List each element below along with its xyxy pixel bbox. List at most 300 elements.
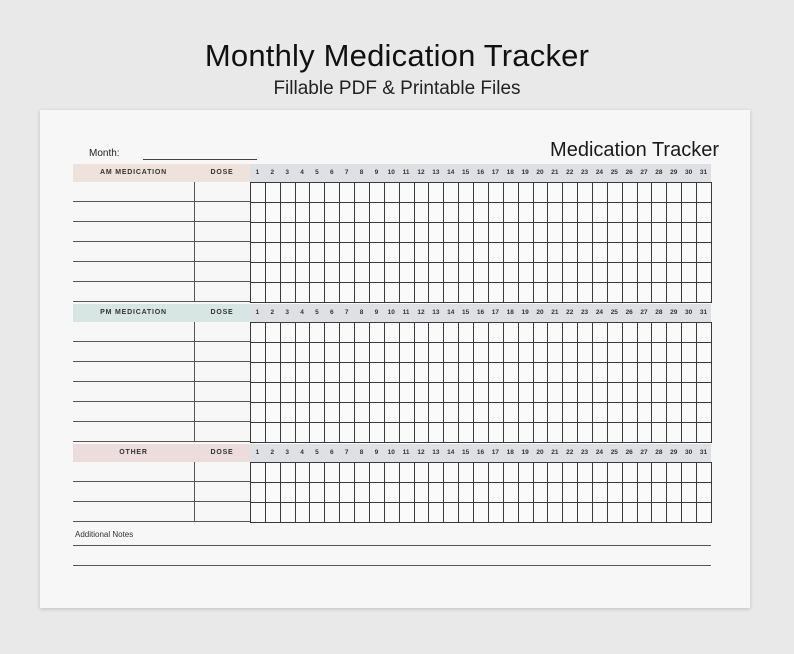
day-checkbox[interactable] <box>637 182 653 203</box>
day-checkbox[interactable] <box>384 362 400 383</box>
day-checkbox[interactable] <box>518 322 534 343</box>
day-checkbox[interactable] <box>651 362 667 383</box>
day-checkbox[interactable] <box>533 222 549 243</box>
day-checkbox[interactable] <box>666 422 682 443</box>
day-checkbox[interactable] <box>518 222 534 243</box>
day-checkbox[interactable] <box>339 382 355 403</box>
day-checkbox[interactable] <box>280 202 296 223</box>
day-checkbox[interactable] <box>681 242 697 263</box>
day-checkbox[interactable] <box>637 282 653 303</box>
day-checkbox[interactable] <box>324 402 340 423</box>
day-checkbox[interactable] <box>428 222 444 243</box>
day-checkbox[interactable] <box>622 502 638 523</box>
day-checkbox[interactable] <box>577 362 593 383</box>
day-checkbox[interactable] <box>443 382 459 403</box>
day-checkbox[interactable] <box>428 282 444 303</box>
day-checkbox[interactable] <box>533 382 549 403</box>
day-checkbox[interactable] <box>384 322 400 343</box>
day-checkbox[interactable] <box>250 322 266 343</box>
day-checkbox[interactable] <box>250 182 266 203</box>
day-checkbox[interactable] <box>622 482 638 503</box>
day-checkbox[interactable] <box>622 242 638 263</box>
day-checkbox[interactable] <box>681 362 697 383</box>
day-checkbox[interactable] <box>592 262 608 283</box>
day-checkbox[interactable] <box>265 462 281 483</box>
day-checkbox[interactable] <box>354 262 370 283</box>
day-checkbox[interactable] <box>488 382 504 403</box>
day-checkbox[interactable] <box>295 362 311 383</box>
day-checkbox[interactable] <box>339 242 355 263</box>
day-checkbox[interactable] <box>651 422 667 443</box>
day-checkbox[interactable] <box>399 462 415 483</box>
day-checkbox[interactable] <box>280 242 296 263</box>
day-checkbox[interactable] <box>428 342 444 363</box>
day-checkbox[interactable] <box>295 222 311 243</box>
day-checkbox[interactable] <box>324 422 340 443</box>
day-checkbox[interactable] <box>503 402 519 423</box>
day-checkbox[interactable] <box>696 182 712 203</box>
day-checkbox[interactable] <box>428 242 444 263</box>
day-checkbox[interactable] <box>309 242 325 263</box>
day-checkbox[interactable] <box>265 282 281 303</box>
day-checkbox[interactable] <box>666 222 682 243</box>
day-checkbox[interactable] <box>428 182 444 203</box>
day-checkbox[interactable] <box>592 462 608 483</box>
day-checkbox[interactable] <box>295 182 311 203</box>
day-checkbox[interactable] <box>399 502 415 523</box>
day-checkbox[interactable] <box>414 182 430 203</box>
day-checkbox[interactable] <box>562 362 578 383</box>
day-checkbox[interactable] <box>607 282 623 303</box>
day-checkbox[interactable] <box>428 262 444 283</box>
day-checkbox[interactable] <box>428 322 444 343</box>
day-checkbox[interactable] <box>295 502 311 523</box>
day-checkbox[interactable] <box>250 222 266 243</box>
day-checkbox[interactable] <box>533 362 549 383</box>
day-checkbox[interactable] <box>637 322 653 343</box>
day-checkbox[interactable] <box>681 342 697 363</box>
day-checkbox[interactable] <box>696 342 712 363</box>
day-checkbox[interactable] <box>473 322 489 343</box>
day-checkbox[interactable] <box>577 262 593 283</box>
day-checkbox[interactable] <box>547 362 563 383</box>
day-checkbox[interactable] <box>533 502 549 523</box>
day-checkbox[interactable] <box>681 282 697 303</box>
day-checkbox[interactable] <box>681 182 697 203</box>
day-checkbox[interactable] <box>533 462 549 483</box>
day-checkbox[interactable] <box>295 482 311 503</box>
day-checkbox[interactable] <box>458 462 474 483</box>
day-checkbox[interactable] <box>339 502 355 523</box>
day-checkbox[interactable] <box>280 482 296 503</box>
day-checkbox[interactable] <box>295 382 311 403</box>
day-checkbox[interactable] <box>280 402 296 423</box>
day-checkbox[interactable] <box>577 462 593 483</box>
day-checkbox[interactable] <box>547 342 563 363</box>
day-checkbox[interactable] <box>488 282 504 303</box>
day-checkbox[interactable] <box>295 462 311 483</box>
day-checkbox[interactable] <box>488 502 504 523</box>
day-checkbox[interactable] <box>399 202 415 223</box>
day-checkbox[interactable] <box>265 262 281 283</box>
day-checkbox[interactable] <box>533 282 549 303</box>
day-checkbox[interactable] <box>295 282 311 303</box>
day-checkbox[interactable] <box>637 242 653 263</box>
day-checkbox[interactable] <box>369 382 385 403</box>
day-checkbox[interactable] <box>696 502 712 523</box>
day-checkbox[interactable] <box>369 342 385 363</box>
day-checkbox[interactable] <box>592 382 608 403</box>
day-checkbox[interactable] <box>666 362 682 383</box>
day-checkbox[interactable] <box>443 422 459 443</box>
day-checkbox[interactable] <box>265 342 281 363</box>
day-checkbox[interactable] <box>622 322 638 343</box>
day-checkbox[interactable] <box>488 362 504 383</box>
day-checkbox[interactable] <box>250 282 266 303</box>
day-checkbox[interactable] <box>651 282 667 303</box>
day-checkbox[interactable] <box>666 262 682 283</box>
day-checkbox[interactable] <box>518 422 534 443</box>
day-checkbox[interactable] <box>458 382 474 403</box>
day-checkbox[interactable] <box>339 362 355 383</box>
day-checkbox[interactable] <box>533 342 549 363</box>
day-checkbox[interactable] <box>250 462 266 483</box>
day-checkbox[interactable] <box>414 322 430 343</box>
day-checkbox[interactable] <box>533 482 549 503</box>
day-checkbox[interactable] <box>309 502 325 523</box>
day-checkbox[interactable] <box>488 422 504 443</box>
day-checkbox[interactable] <box>533 242 549 263</box>
day-checkbox[interactable] <box>458 282 474 303</box>
day-checkbox[interactable] <box>518 342 534 363</box>
day-checkbox[interactable] <box>384 422 400 443</box>
day-checkbox[interactable] <box>443 402 459 423</box>
day-checkbox[interactable] <box>488 242 504 263</box>
day-checkbox[interactable] <box>369 282 385 303</box>
day-checkbox[interactable] <box>443 462 459 483</box>
day-checkbox[interactable] <box>696 242 712 263</box>
day-checkbox[interactable] <box>681 202 697 223</box>
day-checkbox[interactable] <box>354 222 370 243</box>
day-checkbox[interactable] <box>681 482 697 503</box>
day-checkbox[interactable] <box>547 222 563 243</box>
day-checkbox[interactable] <box>324 382 340 403</box>
day-checkbox[interactable] <box>518 402 534 423</box>
day-checkbox[interactable] <box>592 322 608 343</box>
day-checkbox[interactable] <box>547 482 563 503</box>
day-checkbox[interactable] <box>637 342 653 363</box>
day-checkbox[interactable] <box>443 262 459 283</box>
day-checkbox[interactable] <box>399 422 415 443</box>
day-checkbox[interactable] <box>503 282 519 303</box>
day-checkbox[interactable] <box>696 262 712 283</box>
day-checkbox[interactable] <box>414 402 430 423</box>
day-checkbox[interactable] <box>339 182 355 203</box>
day-checkbox[interactable] <box>666 402 682 423</box>
day-checkbox[interactable] <box>592 202 608 223</box>
day-checkbox[interactable] <box>696 422 712 443</box>
day-checkbox[interactable] <box>324 222 340 243</box>
day-checkbox[interactable] <box>681 402 697 423</box>
day-checkbox[interactable] <box>666 382 682 403</box>
day-checkbox[interactable] <box>280 422 296 443</box>
day-checkbox[interactable] <box>503 182 519 203</box>
day-checkbox[interactable] <box>696 222 712 243</box>
day-checkbox[interactable] <box>309 422 325 443</box>
day-checkbox[interactable] <box>547 282 563 303</box>
day-checkbox[interactable] <box>324 202 340 223</box>
day-checkbox[interactable] <box>696 322 712 343</box>
day-checkbox[interactable] <box>265 202 281 223</box>
day-checkbox[interactable] <box>250 202 266 223</box>
day-checkbox[interactable] <box>518 462 534 483</box>
day-checkbox[interactable] <box>622 362 638 383</box>
day-checkbox[interactable] <box>369 402 385 423</box>
day-checkbox[interactable] <box>443 202 459 223</box>
medication-entry-line[interactable] <box>73 301 250 302</box>
day-checkbox[interactable] <box>458 422 474 443</box>
day-checkbox[interactable] <box>369 222 385 243</box>
day-checkbox[interactable] <box>607 222 623 243</box>
medication-entry-line[interactable] <box>73 441 250 442</box>
day-checkbox[interactable] <box>354 362 370 383</box>
day-checkbox[interactable] <box>547 402 563 423</box>
day-checkbox[interactable] <box>651 202 667 223</box>
day-checkbox[interactable] <box>309 282 325 303</box>
day-checkbox[interactable] <box>428 462 444 483</box>
day-checkbox[interactable] <box>607 362 623 383</box>
day-checkbox[interactable] <box>399 402 415 423</box>
day-checkbox[interactable] <box>651 382 667 403</box>
day-checkbox[interactable] <box>577 222 593 243</box>
day-checkbox[interactable] <box>637 422 653 443</box>
day-checkbox[interactable] <box>577 382 593 403</box>
day-checkbox[interactable] <box>637 362 653 383</box>
day-checkbox[interactable] <box>265 402 281 423</box>
day-checkbox[interactable] <box>533 202 549 223</box>
day-checkbox[interactable] <box>265 322 281 343</box>
day-checkbox[interactable] <box>503 242 519 263</box>
day-checkbox[interactable] <box>562 342 578 363</box>
day-checkbox[interactable] <box>250 482 266 503</box>
day-checkbox[interactable] <box>696 462 712 483</box>
day-checkbox[interactable] <box>458 262 474 283</box>
day-checkbox[interactable] <box>622 282 638 303</box>
day-checkbox[interactable] <box>458 342 474 363</box>
day-checkbox[interactable] <box>458 502 474 523</box>
day-checkbox[interactable] <box>547 462 563 483</box>
day-checkbox[interactable] <box>384 202 400 223</box>
day-checkbox[interactable] <box>324 242 340 263</box>
day-checkbox[interactable] <box>518 502 534 523</box>
day-checkbox[interactable] <box>607 242 623 263</box>
day-checkbox[interactable] <box>562 242 578 263</box>
day-checkbox[interactable] <box>651 462 667 483</box>
day-checkbox[interactable] <box>592 482 608 503</box>
day-checkbox[interactable] <box>562 322 578 343</box>
day-checkbox[interactable] <box>547 182 563 203</box>
day-checkbox[interactable] <box>622 222 638 243</box>
day-checkbox[interactable] <box>562 182 578 203</box>
day-checkbox[interactable] <box>488 202 504 223</box>
day-checkbox[interactable] <box>309 482 325 503</box>
day-checkbox[interactable] <box>250 342 266 363</box>
day-checkbox[interactable] <box>414 482 430 503</box>
day-checkbox[interactable] <box>369 202 385 223</box>
day-checkbox[interactable] <box>577 282 593 303</box>
day-checkbox[interactable] <box>562 282 578 303</box>
day-checkbox[interactable] <box>354 342 370 363</box>
day-checkbox[interactable] <box>309 362 325 383</box>
day-checkbox[interactable] <box>651 222 667 243</box>
day-checkbox[interactable] <box>384 222 400 243</box>
day-checkbox[interactable] <box>384 502 400 523</box>
day-checkbox[interactable] <box>488 402 504 423</box>
day-checkbox[interactable] <box>354 422 370 443</box>
day-checkbox[interactable] <box>295 422 311 443</box>
day-checkbox[interactable] <box>339 322 355 343</box>
day-checkbox[interactable] <box>443 322 459 343</box>
day-checkbox[interactable] <box>666 242 682 263</box>
day-checkbox[interactable] <box>518 382 534 403</box>
day-checkbox[interactable] <box>651 322 667 343</box>
day-checkbox[interactable] <box>295 402 311 423</box>
day-checkbox[interactable] <box>339 422 355 443</box>
day-checkbox[interactable] <box>622 342 638 363</box>
day-checkbox[interactable] <box>399 322 415 343</box>
month-field[interactable] <box>143 159 257 160</box>
day-checkbox[interactable] <box>577 322 593 343</box>
day-checkbox[interactable] <box>592 342 608 363</box>
day-checkbox[interactable] <box>295 202 311 223</box>
day-checkbox[interactable] <box>473 462 489 483</box>
day-checkbox[interactable] <box>458 242 474 263</box>
day-checkbox[interactable] <box>547 202 563 223</box>
day-checkbox[interactable] <box>666 282 682 303</box>
day-checkbox[interactable] <box>592 182 608 203</box>
day-checkbox[interactable] <box>607 202 623 223</box>
day-checkbox[interactable] <box>577 482 593 503</box>
day-checkbox[interactable] <box>607 402 623 423</box>
day-checkbox[interactable] <box>607 422 623 443</box>
notes-line[interactable] <box>73 565 711 566</box>
day-checkbox[interactable] <box>503 382 519 403</box>
day-checkbox[interactable] <box>399 282 415 303</box>
day-checkbox[interactable] <box>399 222 415 243</box>
day-checkbox[interactable] <box>473 182 489 203</box>
day-checkbox[interactable] <box>295 262 311 283</box>
day-checkbox[interactable] <box>414 222 430 243</box>
day-checkbox[interactable] <box>533 262 549 283</box>
day-checkbox[interactable] <box>324 322 340 343</box>
day-checkbox[interactable] <box>414 502 430 523</box>
day-checkbox[interactable] <box>637 402 653 423</box>
day-checkbox[interactable] <box>503 462 519 483</box>
day-checkbox[interactable] <box>280 362 296 383</box>
day-checkbox[interactable] <box>250 502 266 523</box>
day-checkbox[interactable] <box>250 422 266 443</box>
day-checkbox[interactable] <box>399 482 415 503</box>
day-checkbox[interactable] <box>309 262 325 283</box>
day-checkbox[interactable] <box>577 502 593 523</box>
day-checkbox[interactable] <box>473 202 489 223</box>
day-checkbox[interactable] <box>562 462 578 483</box>
day-checkbox[interactable] <box>265 182 281 203</box>
day-checkbox[interactable] <box>443 482 459 503</box>
day-checkbox[interactable] <box>280 182 296 203</box>
day-checkbox[interactable] <box>607 382 623 403</box>
day-checkbox[interactable] <box>339 342 355 363</box>
day-checkbox[interactable] <box>666 342 682 363</box>
day-checkbox[interactable] <box>354 202 370 223</box>
day-checkbox[interactable] <box>547 502 563 523</box>
day-checkbox[interactable] <box>250 362 266 383</box>
day-checkbox[interactable] <box>637 482 653 503</box>
day-checkbox[interactable] <box>637 462 653 483</box>
day-checkbox[interactable] <box>458 182 474 203</box>
day-checkbox[interactable] <box>622 202 638 223</box>
day-checkbox[interactable] <box>473 222 489 243</box>
day-checkbox[interactable] <box>666 482 682 503</box>
day-checkbox[interactable] <box>696 482 712 503</box>
day-checkbox[interactable] <box>488 462 504 483</box>
day-checkbox[interactable] <box>354 462 370 483</box>
day-checkbox[interactable] <box>592 402 608 423</box>
day-checkbox[interactable] <box>354 502 370 523</box>
day-checkbox[interactable] <box>295 322 311 343</box>
day-checkbox[interactable] <box>414 262 430 283</box>
day-checkbox[interactable] <box>280 382 296 403</box>
day-checkbox[interactable] <box>651 402 667 423</box>
day-checkbox[interactable] <box>518 202 534 223</box>
day-checkbox[interactable] <box>443 222 459 243</box>
day-checkbox[interactable] <box>458 362 474 383</box>
day-checkbox[interactable] <box>562 202 578 223</box>
day-checkbox[interactable] <box>384 282 400 303</box>
day-checkbox[interactable] <box>681 222 697 243</box>
day-checkbox[interactable] <box>696 362 712 383</box>
day-checkbox[interactable] <box>577 402 593 423</box>
day-checkbox[interactable] <box>696 382 712 403</box>
day-checkbox[interactable] <box>443 342 459 363</box>
day-checkbox[interactable] <box>637 202 653 223</box>
day-checkbox[interactable] <box>309 402 325 423</box>
day-checkbox[interactable] <box>324 482 340 503</box>
day-checkbox[interactable] <box>607 502 623 523</box>
day-checkbox[interactable] <box>369 422 385 443</box>
day-checkbox[interactable] <box>280 262 296 283</box>
day-checkbox[interactable] <box>280 502 296 523</box>
day-checkbox[interactable] <box>562 482 578 503</box>
day-checkbox[interactable] <box>265 422 281 443</box>
day-checkbox[interactable] <box>533 182 549 203</box>
day-checkbox[interactable] <box>562 502 578 523</box>
day-checkbox[interactable] <box>518 482 534 503</box>
day-checkbox[interactable] <box>681 322 697 343</box>
day-checkbox[interactable] <box>265 382 281 403</box>
day-checkbox[interactable] <box>399 242 415 263</box>
day-checkbox[interactable] <box>309 322 325 343</box>
day-checkbox[interactable] <box>428 382 444 403</box>
day-checkbox[interactable] <box>622 402 638 423</box>
day-checkbox[interactable] <box>473 362 489 383</box>
day-checkbox[interactable] <box>622 382 638 403</box>
day-checkbox[interactable] <box>503 362 519 383</box>
day-checkbox[interactable] <box>562 402 578 423</box>
day-checkbox[interactable] <box>265 242 281 263</box>
day-checkbox[interactable] <box>443 242 459 263</box>
day-checkbox[interactable] <box>339 482 355 503</box>
